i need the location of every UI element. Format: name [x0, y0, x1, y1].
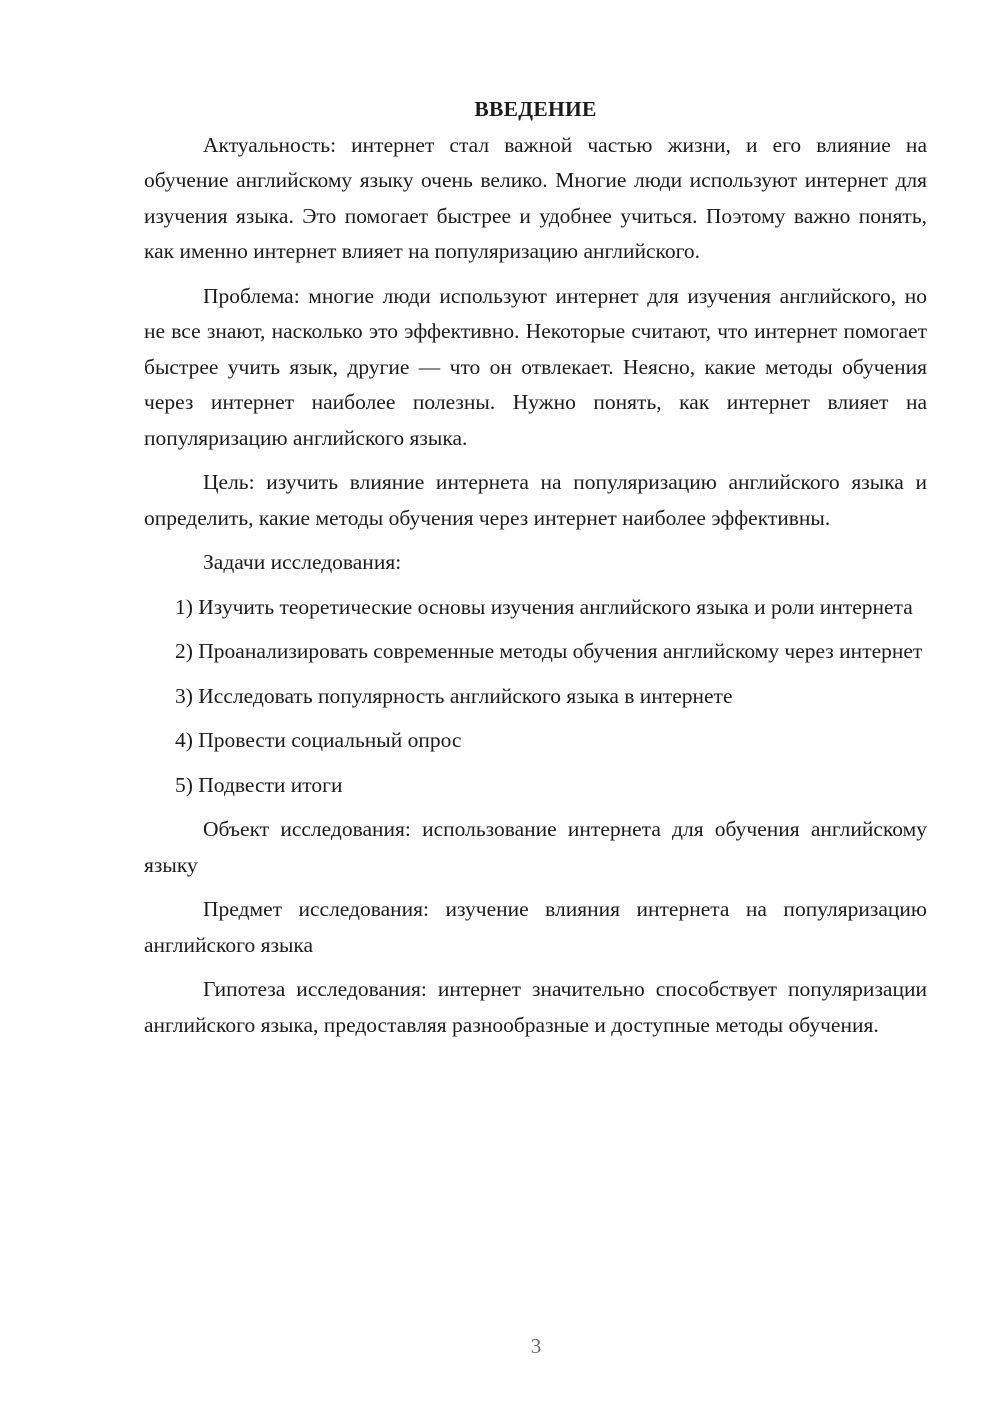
task-item-2: 2) Проанализировать современные методы обучения английскому через интернет — [175, 639, 923, 663]
tasks-title: Задачи исследования: — [203, 550, 402, 574]
paragraph-object: Объект исследования: использование интернета для обучения английскому языку — [144, 817, 927, 877]
paragraph-subject: Предмет исследования: изучение влияния интернета на популяризацию английского языка — [144, 897, 927, 957]
paragraph-problem: Проблема: многие люди используют интернет для изучения английского, но не все знают, насколько это эффективно. Некоторые считают, что интернет помогает быстрее учить язык, другие — что он отвлекает. Неясно, какие методы обучения через интернет наиболее полезны. Нужно понять, как интернет влияет на популяризацию английского языка. — [144, 283, 927, 450]
task-item-3: 3) Исследовать популярность английского языка в интернете — [175, 683, 733, 708]
paragraph-goal: Цель: изучить влияние интернета на популяризацию английского языка и определить, какие методы обучения через интернет наиболее эффективны. — [144, 470, 927, 530]
section-heading: ВВЕДЕНИЕ — [474, 97, 597, 121]
task-item-5: 5) Подвести итоги — [175, 772, 343, 797]
paragraph-relevance: Актуальность: интернет стал важной частью жизни, и его влияние на обучение английскому языку очень велико. Многие люди используют интернет для изучения языка. Это помогает быстрее и удобнее учиться. Поэтому важно понять, как именно интернет влияет на популяризацию английского. — [144, 132, 927, 263]
task-item-4: 4) Провести социальный опрос — [175, 728, 462, 752]
page-number: 3 — [530, 1334, 542, 1358]
page-content — [144, 92, 927, 1052]
paragraph-hypothesis: Гипотеза исследования: интернет значительно способствует популяризации английского языка, предоставляя разнообразные и доступные методы обучения. — [144, 977, 927, 1037]
task-item-1: 1) Изучить теоретические основы изучения английского языка и роли интернета — [175, 594, 913, 619]
